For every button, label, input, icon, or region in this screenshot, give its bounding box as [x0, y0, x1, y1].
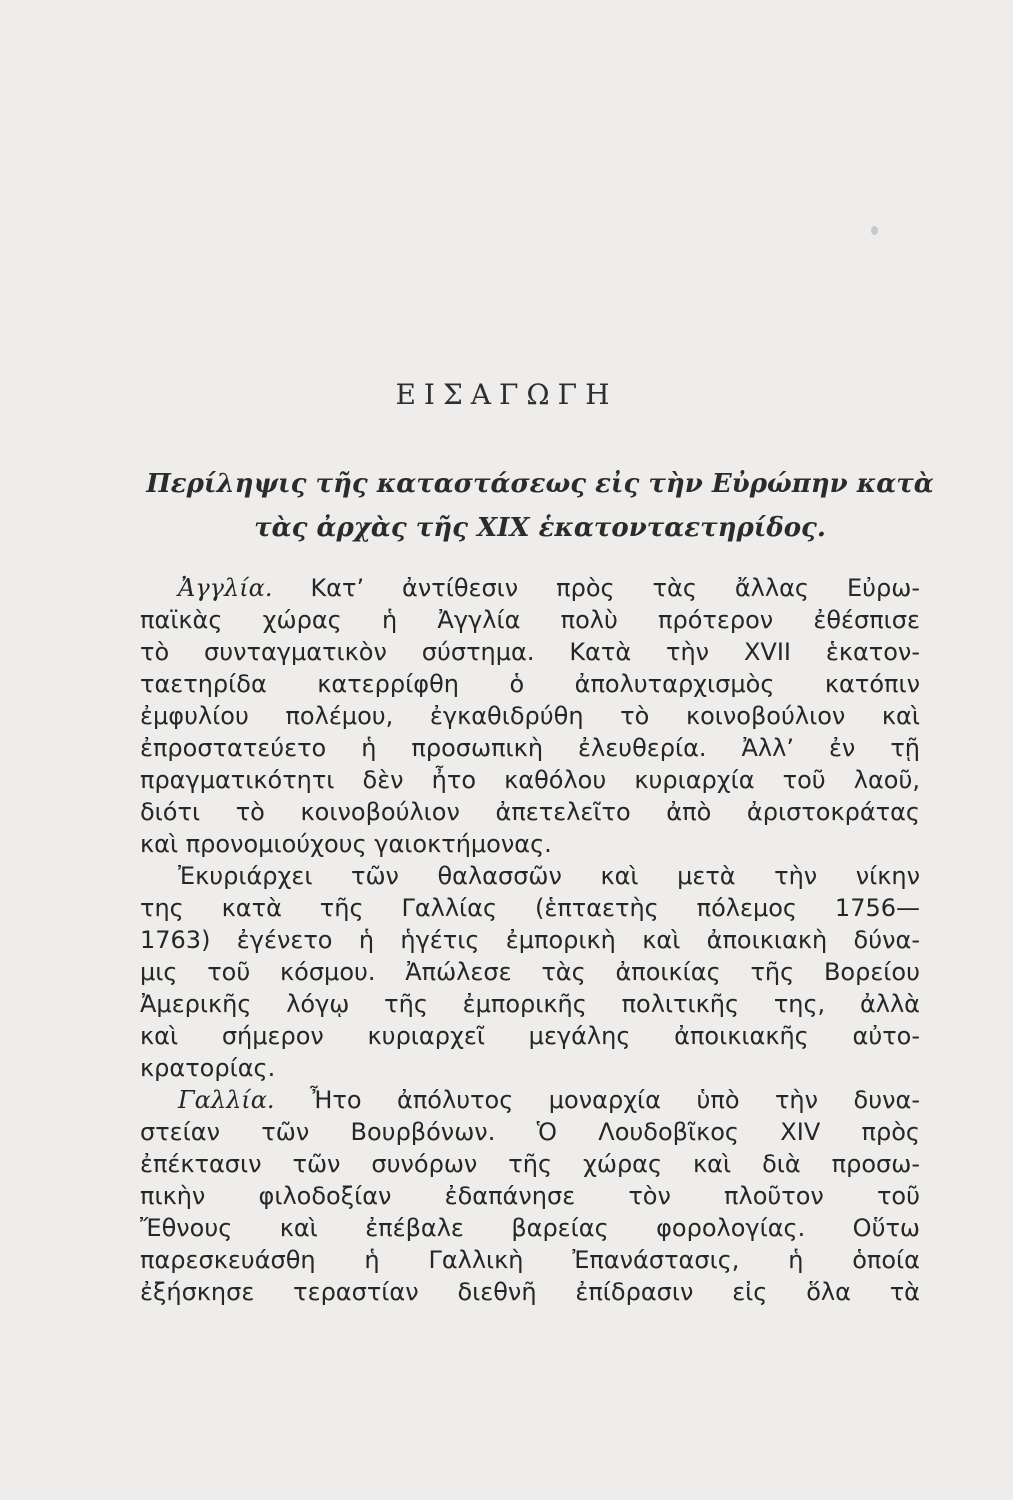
text-line: ἐπροστατεύετο ἡ προσωπικὴ ἐλευθερία. Ἀλλ’ ἐν τῇ: [140, 734, 920, 762]
text-line: καὶ σήμερον κυριαρχεῖ μεγάλης ἀποικιακῆς αὐτο-: [140, 1022, 920, 1050]
text-line: ἐμφυλίου πολέμου, ἐγκαθιδρύθη τὸ κοινοβούλιον καὶ: [140, 702, 920, 730]
subtitle-line-1: Περίληψις τῆς καταστάσεως εἰς τὴν Εὐρώπην κατὰ: [146, 469, 934, 499]
text-line: καὶ προνομιούχους γαιοκτήμονας.: [140, 830, 552, 858]
chapter-subtitle: [140, 462, 940, 550]
text-line: Ἐκυριάρχει τῶν θαλασσῶν καὶ μετὰ τὴν νίκην: [178, 862, 920, 890]
text-line: ἐπέκτασιν τῶν συνόρων τῆς χώρας καὶ διὰ προσω-: [140, 1150, 920, 1178]
section-label-england: Ἀγγλία.: [178, 574, 273, 602]
text-line: της κατὰ τῆς Γαλλίας (ἑπταετὴς πόλεμος 1756—: [140, 894, 920, 922]
text-line: παρεσκευάσθη ἡ Γαλλικὴ Ἐπανάστασις, ἡ ὁποία: [140, 1246, 920, 1274]
text-line: πικὴν φιλοδοξίαν ἐδαπάνησε τὸν πλοῦτον τοῦ: [140, 1182, 920, 1210]
text-line: μις τοῦ κόσμου. Ἀπώλεσε τὰς ἀποικίας τῆς Βορείου: [140, 958, 920, 986]
chapter-heading: ΕΙΣΑΓΩΓΗ: [395, 378, 618, 411]
subtitle-line-2: τὰς ἀρχὰς τῆς XIX ἑκατονταετηρίδος.: [254, 513, 826, 543]
text-line: κρατορίας.: [140, 1054, 276, 1082]
text-line: πραγματικότητι δὲν ἦτο καθόλου κυριαρχία τοῦ λαοῦ,: [140, 766, 920, 794]
text-line: στείαν τῶν Βουρβόνων. Ὁ Λουδοβῖκος XIV πρὸς: [140, 1118, 920, 1146]
text-line: ταετηρίδα κατερρίφθη ὁ ἀπολυταρχισμὸς κατόπιν: [140, 670, 920, 698]
text-line: τὸ συνταγματικὸν σύστημα. Κατὰ τὴν XVII ἑκατον-: [140, 638, 920, 666]
text-line: Γαλλία. Ἦτο ἀπόλυτος μοναρχία ὑπὸ τὴν δυνα-: [178, 1086, 920, 1114]
text-line: διότι τὸ κοινοβούλιον ἀπετελεῖτο ἀπὸ ἀριστοκράτας: [140, 798, 920, 826]
text-line: Ἀμερικῆς λόγῳ τῆς ἐμπορικῆς πολιτικῆς της, ἀλλὰ: [140, 990, 920, 1018]
section-label-france: Γαλλία.: [178, 1086, 275, 1114]
text-line: Ἔθνους καὶ ἐπέβαλε βαρείας φορολογίας. Οὕτω: [140, 1214, 920, 1242]
text-line: ἐξήσκησε τεραστίαν διεθνῆ ἐπίδρασιν εἰς ὅλα τὰ: [140, 1278, 920, 1306]
text-line: Ἀγγλία. Κατ’ ἀντίθεσιν πρὸς τὰς ἄλλας Εὐρω-: [178, 574, 920, 602]
text-line: παϊκὰς χώρας ἡ Ἀγγλία πολὺ πρότερον ἐθέσπισε: [140, 606, 920, 634]
paper-speck: [871, 226, 878, 235]
text-line: 1763) ἐγένετο ἡ ἡγέτις ἐμπορικὴ καὶ ἀποικιακὴ δύνα-: [140, 926, 920, 954]
body-text: [140, 572, 920, 1308]
